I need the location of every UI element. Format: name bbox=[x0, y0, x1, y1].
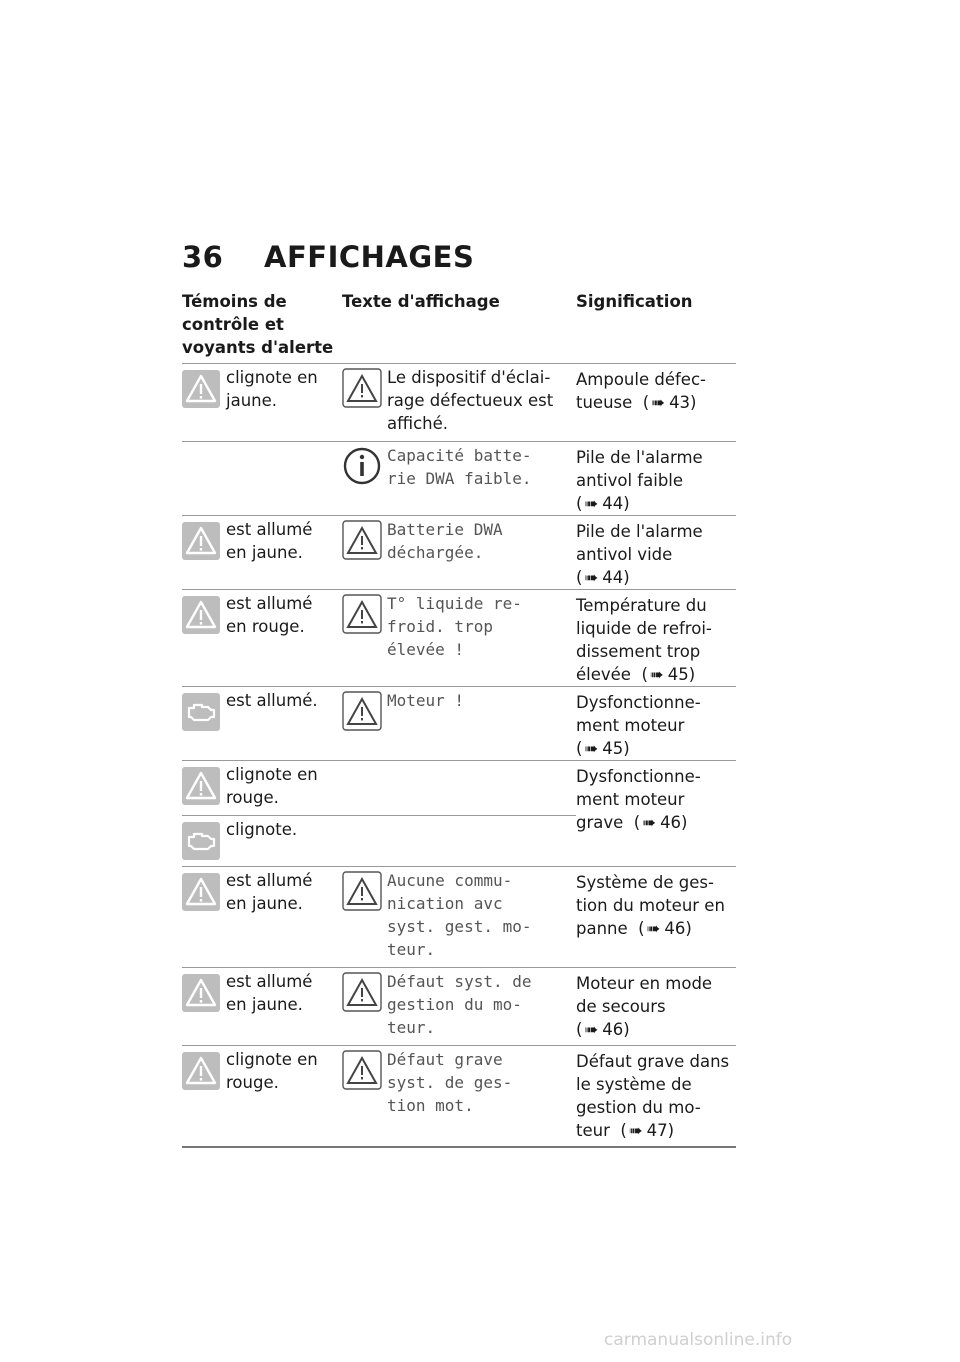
engine-icon bbox=[182, 693, 220, 731]
warning-triangle-icon bbox=[342, 871, 382, 911]
warning-triangle-icon bbox=[182, 873, 220, 911]
display-text: Capacité batte- rie DWA faible. bbox=[387, 446, 532, 488]
engine-icon bbox=[182, 822, 220, 860]
meaning: Dysfonctionne- ment moteur grave ( ➠ 46) bbox=[576, 761, 736, 867]
meaning: Pile de l'alarme antivol faible ( ➠ 44) bbox=[576, 442, 736, 516]
warning-triangle-icon bbox=[342, 520, 382, 560]
arrow-right-icon: ➠ bbox=[584, 494, 599, 513]
meaning: Moteur en mode de secours ( ➠ 46) bbox=[576, 968, 736, 1046]
page-title: AFFICHAGES bbox=[264, 240, 475, 274]
page-header bbox=[182, 240, 474, 274]
warning-triangle-icon bbox=[182, 1052, 220, 1090]
indicator-state: clignote en jaune. bbox=[226, 368, 318, 410]
meaning: Dysfonctionne- ment moteur ( ➠ 45) bbox=[576, 687, 736, 761]
column-header-indicator: Témoins de contrôle et voyants d'alerte bbox=[182, 292, 334, 357]
arrow-right-icon: ➠ bbox=[584, 739, 599, 758]
info-icon bbox=[342, 446, 382, 486]
indicator-state: clignote. bbox=[226, 820, 298, 839]
table-row bbox=[182, 590, 736, 687]
warning-triangle-icon bbox=[182, 370, 220, 408]
warning-triangle-icon bbox=[342, 594, 382, 634]
arrow-right-icon: ➠ bbox=[584, 1020, 599, 1039]
page-number: 36 bbox=[182, 240, 224, 274]
meaning: Système de ges- tion du moteur en panne ( ➠ 46) bbox=[576, 867, 736, 968]
page-reference: 45) bbox=[667, 665, 696, 684]
table-row bbox=[182, 1046, 736, 1148]
warning-triangle-icon bbox=[342, 691, 382, 731]
arrow-right-icon: ➠ bbox=[646, 919, 661, 938]
page-reference: 47) bbox=[646, 1121, 675, 1140]
display-text: Le dispositif d'éclai- rage défectueux est affiché. bbox=[387, 368, 554, 433]
warning-triangle-icon bbox=[342, 368, 382, 408]
indicator-state: est allumé en rouge. bbox=[226, 594, 313, 636]
indicator-state: clignote en rouge. bbox=[226, 765, 318, 807]
display-text: T° liquide re- froid. trop élevée ! bbox=[387, 594, 522, 659]
display-text: Batterie DWA déchargée. bbox=[387, 520, 503, 562]
meaning: Pile de l'alarme antivol vide ( ➠ 44) bbox=[576, 516, 736, 590]
table-row bbox=[182, 364, 736, 442]
page-reference: 46) bbox=[660, 813, 688, 832]
warning-triangle-icon bbox=[182, 767, 220, 805]
warning-triangle-icon bbox=[182, 522, 220, 560]
watermark: carmanualsonline.info bbox=[604, 1330, 793, 1350]
table-row bbox=[182, 516, 736, 590]
page-reference: 44) bbox=[602, 494, 630, 513]
display-text: Moteur ! bbox=[387, 691, 465, 710]
arrow-right-icon: ➠ bbox=[649, 665, 664, 684]
indicator-state: est allumé. bbox=[226, 691, 318, 710]
arrow-right-icon: ➠ bbox=[642, 813, 657, 832]
column-header-display-text: Texte d'affichage bbox=[342, 292, 500, 311]
table-row bbox=[182, 761, 736, 867]
warning-triangle-icon bbox=[182, 596, 220, 634]
page-reference: 46) bbox=[664, 919, 692, 938]
indicator-table bbox=[182, 363, 736, 1148]
display-text: Aucune commu- nication avc syst. gest. mo- teur. bbox=[387, 871, 532, 959]
meaning: Ampoule défec- tueuse ( ➠ 43) bbox=[576, 364, 736, 442]
display-text: Défaut grave syst. de ges- tion mot. bbox=[387, 1050, 513, 1115]
display-text: Défaut syst. de gestion du mo- teur. bbox=[387, 972, 532, 1037]
meaning: Défaut grave dans le système de gestion du mo- teur ( ➠ 47) bbox=[576, 1046, 736, 1148]
warning-triangle-icon bbox=[182, 974, 220, 1012]
indicator-state: est allumé en jaune. bbox=[226, 871, 313, 913]
arrow-right-icon: ➠ bbox=[651, 393, 666, 412]
indicator-state: clignote en rouge. bbox=[226, 1050, 318, 1092]
page-reference: 43) bbox=[669, 393, 697, 412]
column-header-meaning: Signification bbox=[576, 292, 693, 311]
arrow-right-icon: ➠ bbox=[628, 1121, 643, 1140]
table-row bbox=[182, 442, 736, 516]
page-reference: 45) bbox=[602, 739, 630, 758]
page-reference: 44) bbox=[602, 568, 630, 587]
page-reference: 46) bbox=[602, 1020, 630, 1039]
warning-triangle-icon bbox=[342, 972, 382, 1012]
table-row bbox=[182, 687, 736, 761]
indicator-state: est allumé en jaune. bbox=[226, 520, 313, 562]
arrow-right-icon: ➠ bbox=[584, 568, 599, 587]
table-row bbox=[182, 867, 736, 968]
indicator-state: est allumé en jaune. bbox=[226, 972, 313, 1014]
warning-triangle-icon bbox=[342, 1050, 382, 1090]
meaning: Température du liquide de refroi- dissement trop élevée ( ➠ 45) bbox=[576, 590, 736, 687]
table-row bbox=[182, 968, 736, 1046]
